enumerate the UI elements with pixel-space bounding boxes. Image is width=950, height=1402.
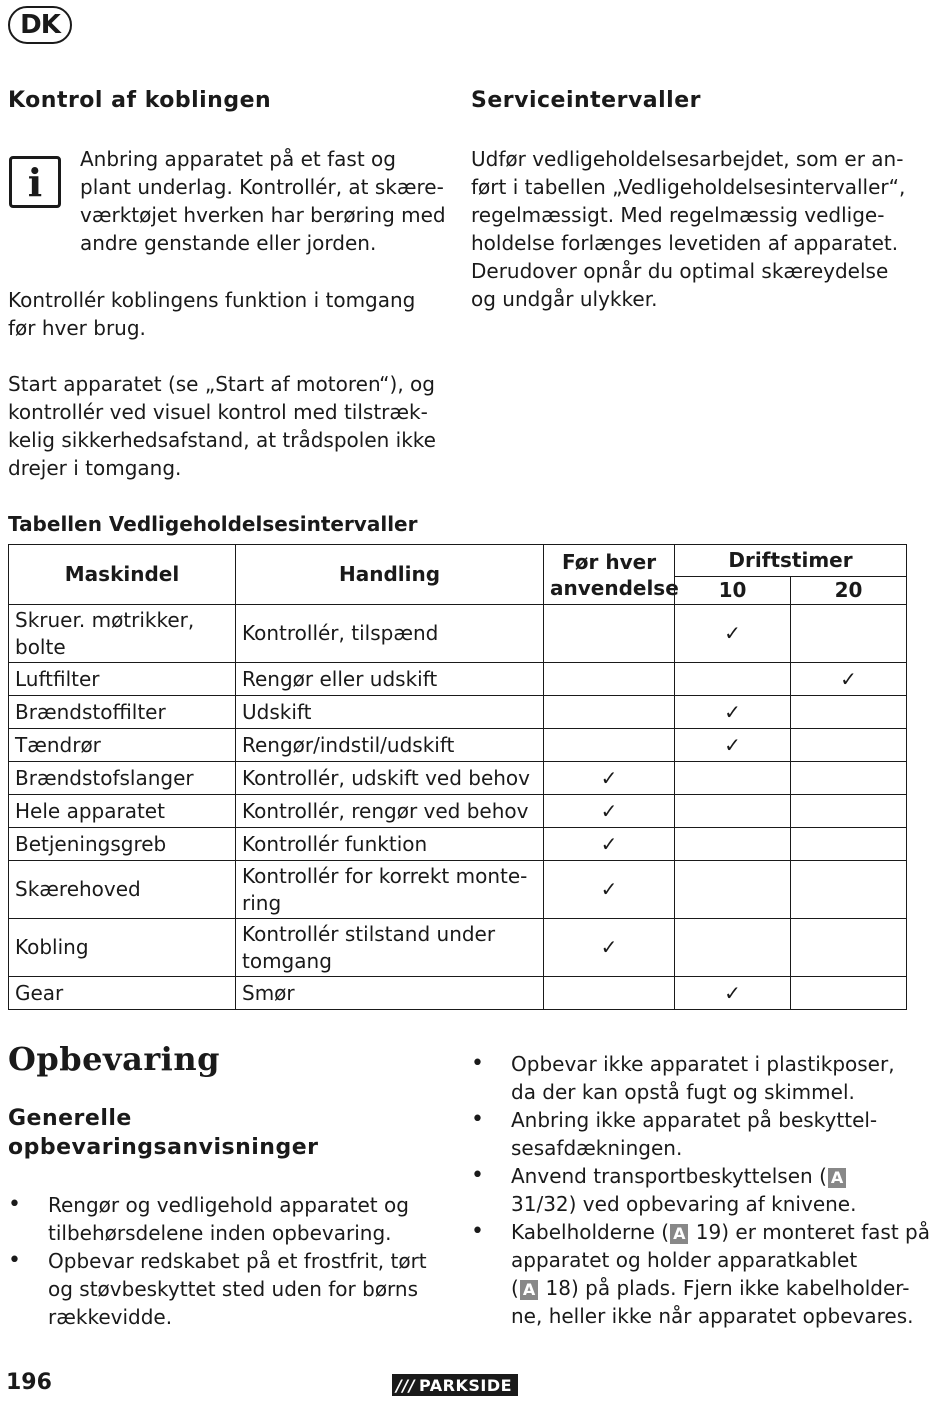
cell-interval-h10: [675, 828, 791, 861]
table-row: [9, 919, 907, 977]
cell-interval-h10: [675, 663, 791, 696]
cell-interval-h10: [675, 977, 791, 1010]
service-paragraph: Udfør vedligeholdelsesarbejdet, som er an- ført i tabellen „Vedligeholdelsesintervaller“, regelmæssigt. Med regelmæssig vedlige- holdelse forlænges levetiden af apparatet. Derudover opnår du optimal skæreydelse og undgår ulykker.: [471, 147, 906, 311]
check-icon: ✓: [600, 765, 618, 790]
check-icon: ✓: [600, 798, 618, 823]
page-number: 196: [6, 1370, 52, 1395]
cell-part: Brændstofslanger: [9, 762, 236, 795]
cell-interval-h10: [675, 696, 791, 729]
cell-action: Kontrollér, udskift ved behov: [236, 762, 544, 795]
figure-ref-badge: A: [520, 1280, 538, 1300]
clutch-paragraph-1: Kontrollér koblingens funktion i tomgang før hver brug.: [8, 288, 416, 340]
cell-action: Smør: [236, 977, 544, 1010]
cell-interval-h10: [675, 762, 791, 795]
cell-part: Brændstoffilter: [9, 696, 236, 729]
table-row: [9, 762, 907, 795]
section-heading-service: Serviceintervaller: [471, 88, 701, 113]
check-icon: ✓: [724, 621, 741, 645]
cell-interval-h20: [791, 919, 907, 977]
cell-interval-h20: [791, 795, 907, 828]
cell-action: Rengør/indstil/udskift: [236, 729, 544, 762]
cell-interval-before: [544, 795, 675, 828]
check-icon: ✓: [724, 980, 741, 1005]
table-row: [9, 729, 907, 762]
cell-interval-h20: [791, 696, 907, 729]
cell-interval-before: [544, 663, 675, 696]
table-row: [9, 861, 907, 919]
cell-interval-h20: [791, 729, 907, 762]
cell-interval-h20: [791, 977, 907, 1010]
header-hours: Driftstimer: [675, 545, 907, 577]
cell-interval-before: [544, 605, 675, 663]
cell-interval-before: [544, 919, 675, 977]
cell-part: Skærehoved: [9, 861, 236, 919]
maintenance-table: [8, 544, 907, 1010]
check-icon: ✓: [840, 666, 857, 691]
storage-left-list: [8, 1191, 448, 1331]
cell-interval-h20: [791, 762, 907, 795]
list-item: • Opbevar redskabet på et frostfrit, tørt og støvbeskyttet sted uden for børns rækkevidde.: [8, 1247, 448, 1331]
cell-interval-before: [544, 977, 675, 1010]
list-item: • Anbring ikke apparatet på beskyttel- sesafdækningen.: [471, 1106, 931, 1162]
cell-interval-h20: [791, 828, 907, 861]
cell-interval-before: [544, 762, 675, 795]
storage-right-list: [471, 1050, 931, 1330]
cell-interval-h20: [791, 663, 907, 696]
table-row: [9, 977, 907, 1010]
parkside-logo: /// PARKSIDE: [392, 1374, 518, 1396]
check-icon: ✓: [724, 732, 741, 757]
check-icon: ✓: [600, 877, 618, 901]
language-badge: DK: [8, 6, 72, 44]
cell-interval-h10: [675, 861, 791, 919]
table-row: [9, 696, 907, 729]
cell-action: Kontrollér funktion: [236, 828, 544, 861]
table-row: [9, 828, 907, 861]
info-note: Anbring apparatet på et fast og plant underlag. Kontrollér, at skære- værktøjet hverken har berøring med andre genstande eller jorden.: [80, 147, 446, 255]
table-row: [9, 663, 907, 696]
storage-title: Opbevaring: [8, 1040, 220, 1078]
cell-action: Kontrollér for korrekt monte- ring: [236, 861, 544, 919]
figure-ref-badge: A: [670, 1224, 688, 1244]
cell-interval-before: [544, 828, 675, 861]
cell-interval-before: [544, 696, 675, 729]
cell-part: Gear: [9, 977, 236, 1010]
cell-interval-h10: [675, 729, 791, 762]
cell-action: Kontrollér, rengør ved behov: [236, 795, 544, 828]
section-heading-clutch: Kontrol af koblingen: [8, 88, 272, 113]
check-icon: ✓: [724, 699, 741, 724]
header-part: Maskindel: [9, 545, 236, 605]
header-hours-10: 10: [675, 577, 791, 605]
header-action: Handling: [236, 545, 544, 605]
cell-part: Kobling: [9, 919, 236, 977]
check-icon: ✓: [600, 935, 618, 959]
check-icon: ✓: [600, 831, 618, 856]
storage-subtitle: Generelle opbevaringsanvisninger: [8, 1106, 319, 1160]
cell-part: Tændrør: [9, 729, 236, 762]
list-item: • Rengør og vedligehold apparatet og tilbehørsdelene inden opbevaring.: [8, 1191, 448, 1247]
cell-interval-h10: [675, 919, 791, 977]
list-item: • Opbevar ikke apparatet i plastikposer, da der kan opstå fugt og skimmel.: [471, 1050, 931, 1106]
table-row: [9, 795, 907, 828]
cell-interval-h10: [675, 605, 791, 663]
cell-part: Hele apparatet: [9, 795, 236, 828]
cell-interval-h20: [791, 605, 907, 663]
cell-part: Skruer. møtrikker, bolte: [9, 605, 236, 663]
cell-interval-before: [544, 729, 675, 762]
cell-interval-before: [544, 861, 675, 919]
cell-action: Udskift: [236, 696, 544, 729]
list-item: • Kabelholderne ( A 19) er monteret fast på apparatet og holder apparatkablet ( A 18) på plads. Fjern ikke kabelholder- ne, heller ikke når apparatet opbevares.: [471, 1218, 931, 1330]
figure-ref-badge: A: [828, 1168, 846, 1188]
cell-interval-h10: [675, 795, 791, 828]
cell-part: Betjeningsgreb: [9, 828, 236, 861]
table-caption: Tabellen Vedligeholdelsesintervaller: [8, 512, 418, 536]
cell-part: Luftfilter: [9, 663, 236, 696]
info-icon: i: [9, 156, 61, 208]
header-before-use: Før hver anvendelse: [544, 545, 675, 605]
clutch-paragraph-2: Start apparatet (se „Start af motoren“), og kontrollér ved visuel kontrol med tilstræk- kelig sikkerhedsafstand, at trådspolen ikke drejer i tomgang.: [8, 372, 436, 480]
header-hours-20: 20: [791, 577, 907, 605]
cell-action: Kontrollér, tilspænd: [236, 605, 544, 663]
cell-interval-h20: [791, 861, 907, 919]
cell-action: Rengør eller udskift: [236, 663, 544, 696]
table-row: [9, 605, 907, 663]
cell-action: Kontrollér stilstand under tomgang: [236, 919, 544, 977]
list-item: • Anvend transportbeskyttelsen ( A 31/32) ved opbevaring af knivene.: [471, 1162, 931, 1218]
